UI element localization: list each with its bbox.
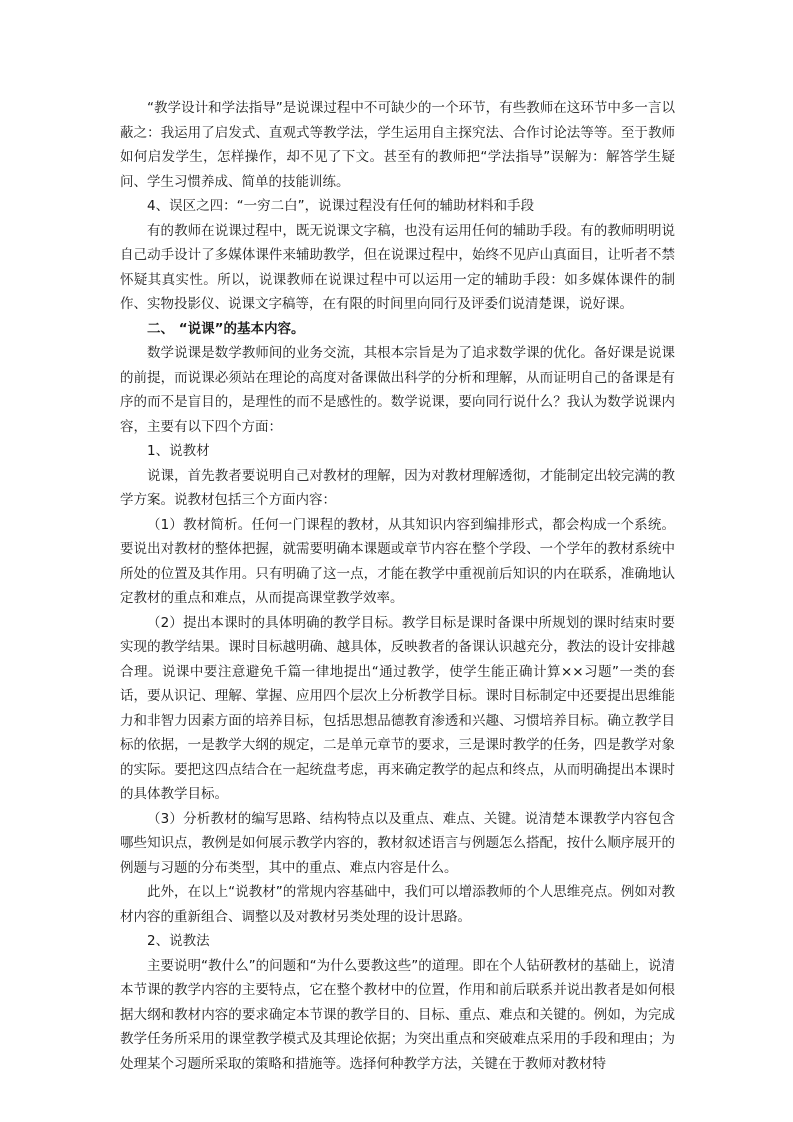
paragraph-textbook-structure: （3）分析教材的编写思路、结构特点以及重点、难点、关键。说清楚本课教学内容包含哪些知识点，教例是如何展示教学内容的，教材叙述语言与例题怎么搭配，按什么顺序展开的例题与习题的分布类型，其中的重点、难点内容是什么。 <box>120 810 675 876</box>
paragraph-misconception-four-title: 4、误区之四：“一穷二白”，说课过程没有任何的辅助材料和手段 <box>147 198 535 214</box>
paragraph-auxiliary-means: 有的教师在说课过程中，既无说课文字稿，也没有运用任何的辅助手段。有的教师明明说自己动手设计了多媒体课件来辅助教学，但在说课过程中，始终不见庐山真面目，让听者不禁怀疑其真实性。所以，说课教师在说课过程中可以运用一定的辅助手段：如多媒体课件的制作、实物投影仪、说课文字稿等，在有限的时间里向同行及评委们说清楚课，说好课。 <box>120 222 675 312</box>
paragraph-textbook-intro: 说课，首先教者要说明自己对教材的理解，因为对教材理解透彻，才能制定出较完满的教学方案。说教材包括三个方面内容： <box>120 467 675 508</box>
paragraph-teaching-objectives: （2）提出本课时的具体明确的教学目标。教学目标是课时备课中所规划的课时结束时要实现的教学结果。课时目标越明确、越具体，反映教者的备课认识越充分，教法的设计安排越合理。说课中要注意避免千篇一律地提出“通过教学，使学生能正确计算××习题”一类的套话，要从识记、理解、掌握、应用四个层次上分析教学目标。课时目标制定中还要提出思维能力和非智力因素方面的培养目标，包括思想品德教育渗透和兴趣、习惯培养目标。确立教学目标的依据，一是教学大纲的规定，二是单元章节的要求，三是课时教学的任务，四是教学对象的实际。要把这四点结合在一起统盘考虑，再来确定教学的起点和终点，从而明确提出本课时的具体教学目标。 <box>120 614 675 802</box>
paragraph-additional-highlights: 此外，在以上“说教材”的常规内容基础中，我们可以增添教师的个人思维亮点。例如对教材内容的重新组合、调整以及对教材另类处理的设计思路。 <box>120 884 675 925</box>
paragraph-teaching-design-guidance: “教学设计和学法指导”是说课过程中不可缺少的一个环节，有些教师在这环节中多一言以蔽之：我运用了启发式、直观式等教学法，学生运用自主探究法、合作讨论法等等。至于教师如何启发学生，怎样操作，却不见了下文。甚至有的教师把“学法指导”误解为：解答学生疑问、学生习惯养成、简单的技能训练。 <box>120 100 675 190</box>
subheading-teaching-method: 2、说教法 <box>147 933 210 949</box>
document-body <box>120 96 675 1076</box>
subheading-textbook: 1、说教材 <box>147 443 210 459</box>
section-heading-basic-content: 二、 “说课”的基本内容。 <box>147 320 305 337</box>
paragraph-math-lecture-intro: 数学说课是数学教师间的业务交流，其根本宗旨是为了追求数学课的优化。备好课是说课的前提，而说课必须站在理论的高度对备课做出科学的分析和理解，从而证明自己的备课是有序的而不是盲目的，是理性的而不是感性的。数学说课，要向同行说什么？我认为数学说课内容，主要有以下四个方面： <box>120 345 675 435</box>
paragraph-teaching-method: 主要说明“教什么”的问题和“为什么要教这些”的道理。即在个人钻研教材的基础上，说清本节课的教学内容的主要特点，它在整个教材中的位置，作用和前后联系并说出教者是如何根据大纲和教材内容的要求确定本节课的教学目的、目标、重点、难点和关键的。例如，为完成教学任务所采用的课堂教学模式及其理论依据；为突出重点和突破难点采用的手段和理由；为处理某个习题所采取的策略和措施等。选择何种教学方法，关键在于教师对教材特 <box>120 957 675 1072</box>
paragraph-textbook-analysis: （1）教材简析。任何一门课程的教材，从其知识内容到编排形式，都会构成一个系统。要说出对教材的整体把握，就需要明确本课题或章节内容在整个学段、一个学年的教材系统中所处的位置及其作用。只有明确了这一点，才能在教学中重视前后知识的内在联系，准确地认定教材的重点和难点，从而提高课堂教学效率。 <box>120 516 675 606</box>
